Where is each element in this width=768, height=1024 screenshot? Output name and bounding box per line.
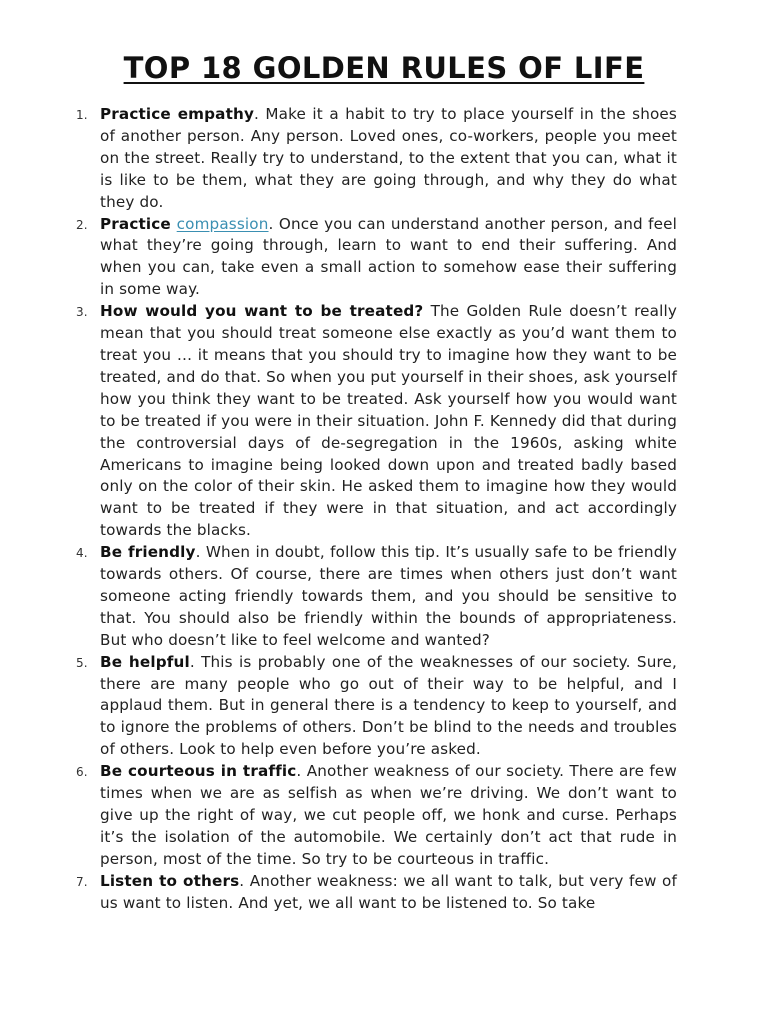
rule-title: Be helpful bbox=[100, 652, 190, 671]
rule-number: 7. bbox=[76, 874, 88, 889]
rules-list bbox=[0, 104, 768, 915]
compassion-link[interactable]: compassion bbox=[176, 214, 269, 233]
list-item-rule-6 bbox=[0, 761, 677, 871]
rule-title: Listen to others bbox=[100, 871, 240, 890]
page-title: TOP 18 GOLDEN RULES OF LIFE bbox=[123, 51, 645, 85]
rule-title: Practice empathy bbox=[100, 105, 254, 123]
rule-text: . Once you can understand another person, and feel what they’re going through, learn to want to end their suffering. And when you can, take even a small action to somehow ease their suffering in some way. bbox=[100, 214, 678, 299]
list-item-rule-4 bbox=[0, 542, 677, 652]
rule-number: 5. bbox=[76, 655, 88, 670]
rule-text: The Golden Rule doesn’t really mean that you should treat someone else exactly as you’d want them to treat you … it means that you should try to imagine how they want to be treated, and do that. So when you put yourself in their shoes, ask yourself how you think they want to be treated. Ask yourself how you would want to be treated if you were in their situation. John F. Kennedy did that during the controversial days of de-segregation in the 1960s, asking white Americans to imagine being looked down upon and treated badly based only on the color of their skin. He asked them to imagine how they would want to be treated if they were in that situation, and act accordingly towards the blacks. bbox=[100, 302, 677, 540]
rule-title: Practice bbox=[100, 214, 177, 233]
list-item-rule-5 bbox=[0, 652, 677, 762]
rule-number: 3. bbox=[76, 305, 88, 320]
rule-number: 2. bbox=[76, 217, 88, 232]
rule-text: . Another weakness of our society. There are few times when we are as selfish as when we’re driving. We don’t want to give up the right of way, we cut people off, we honk and curse. Perhaps it’s the isolation of the automobile. We certainly don’t act that rude in person, most of the time. So try to be courteous in traffic. bbox=[100, 762, 677, 868]
rule-text: . Make it a habit to try to place yourself in the shoes of another person. Any person. Loved ones, co-workers, people you meet on the street. Really try to understand, to the extent that you can, what it is like to be them, what they are going through, and why they do what they do. bbox=[100, 105, 677, 211]
rule-text: . This is probably one of the weaknesses of our society. Sure, there are many people who go out of their way to be helpful, and I applaud them. But in general there is a tendency to keep to yourself, and to ignore the problems of others. Don’t be blind to the needs and troubles of others. Look to help even before you’re asked. bbox=[100, 652, 677, 759]
rule-number: 6. bbox=[76, 765, 88, 780]
list-item-rule-7 bbox=[0, 871, 677, 915]
rule-number: 4. bbox=[76, 546, 88, 561]
list-item-rule-1 bbox=[0, 104, 677, 214]
list-item-rule-2 bbox=[0, 214, 677, 302]
rule-text: . Another weakness: we all want to talk, but very few of us want to listen. And yet, we all want to be listened to. So take bbox=[100, 871, 677, 912]
list-item-rule-3 bbox=[0, 301, 677, 542]
rule-title: Be friendly bbox=[100, 543, 196, 562]
rule-title: How would you want to be treated? bbox=[100, 302, 424, 321]
rule-text: . When in doubt, follow this tip. It’s usually safe to be friendly towards others. Of course, there are times when others just don’t want someone acting friendly towards them, and you should be sensitive to that. You should also be friendly within the bounds of appropriateness. But who doesn’t like to feel welcome and wanted? bbox=[100, 543, 677, 649]
rule-number: 1. bbox=[76, 108, 88, 122]
rule-title: Be courteous in traffic bbox=[100, 762, 297, 781]
